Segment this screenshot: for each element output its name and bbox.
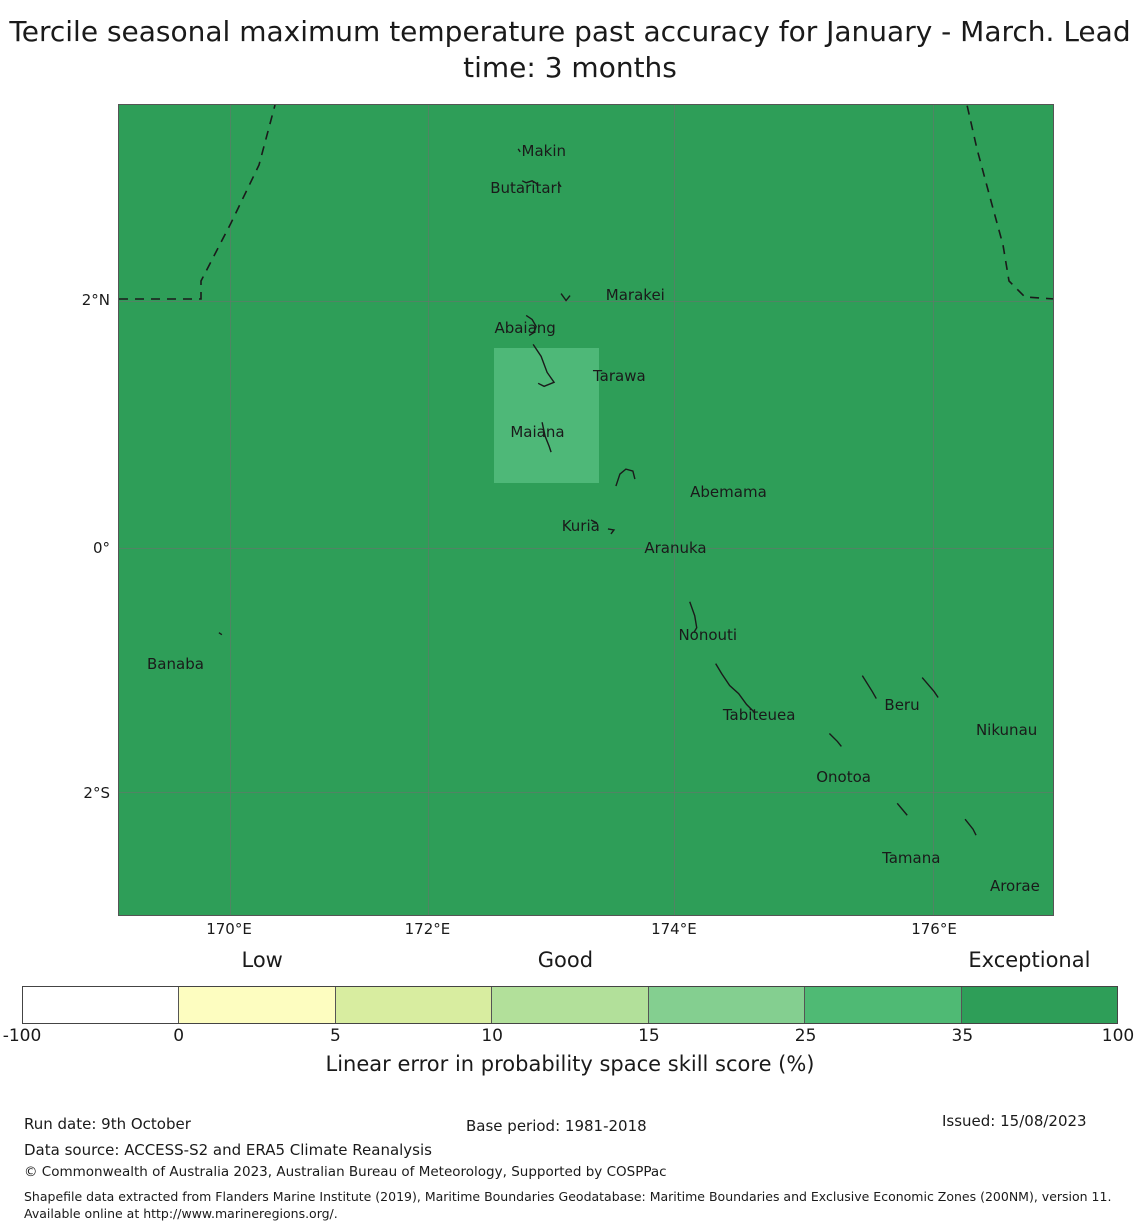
island-outlines [119,105,1053,915]
island-label-tamana: Tamana [882,848,941,867]
colorbar-tick-5: 5 [330,1026,341,1046]
map-canvas [118,104,1054,916]
island-label-onotoa: Onotoa [816,767,871,786]
colorbar-captions [0,948,1140,982]
lon-tick-174e: 174°E [651,920,697,938]
colorbar-tick-15: 15 [638,1026,660,1046]
island-label-aranuka: Aranuka [644,539,707,558]
colorbar [22,986,1118,1024]
colorbar-tick-25: 25 [794,1026,817,1046]
lat-tick-2s: 2°S [83,783,110,802]
colorbar-tick-35: 35 [951,1026,974,1046]
colorbar-segment-1 [23,987,179,1023]
colorbar-segment-3 [336,987,492,1023]
island-label-abemama: Abemama [690,483,767,502]
lon-tick-172e: 172°E [404,920,451,938]
data-source-text: Data source: ACCESS-S2 and ERA5 Climate Reanalysis [24,1141,432,1159]
lon-tick-176e: 176°E [911,920,957,938]
colorbar-segment-4 [492,987,648,1023]
island-label-maiana: Maiana [510,423,565,442]
colorbar-axis-label: Linear error in probability space skill score (%) [325,1052,815,1076]
colorbar-ticks [2,1026,1135,1048]
lat-tick-2n: 2°N [81,291,110,310]
island-label-marakei: Marakei [605,286,665,305]
longitude-axis [118,920,1054,948]
island-label-tarawa: Tarawa [593,366,646,385]
colorbar-caption-exceptional: Exceptional [968,948,1091,972]
island-label-banaba: Banaba [147,654,204,673]
colorbar-tick-10: 10 [481,1026,503,1046]
colorbar-caption-good: Good [537,948,594,972]
lat-tick-0: 0° [92,539,110,557]
base-period-text: Base period: 1981-2018 [466,1117,647,1135]
colorbar-segment-5 [649,987,805,1023]
copyright-text: © Commonwealth of Australia 2023, Australian Bureau of Meteorology, Supported by COSPPac [24,1164,667,1180]
island-label-beru: Beru [884,696,920,715]
latitude-axis [0,104,110,916]
island-label-arorae: Arorae [989,876,1040,895]
colorbar-segment-6 [805,987,961,1023]
lon-tick-170e: 170°E [206,920,252,938]
run-date-text: Run date: 9th October [24,1115,191,1133]
shapefile-credit-text: Shapefile data extracted from Flanders Marine Institute (2019), Maritime Boundaries Geodatabase: Maritime Boundaries and Exclusive Economic Zones (200NM), version 11. Available online at http://www.marineregions.org/. [24,1189,1112,1221]
page-title: Tercile seasonal maximum temperature past accuracy for January - March. Lead time: 3 months [9,15,1131,84]
island-label-makin: Makin [521,142,567,161]
issued-date-text: Issued: 15/08/2023 [942,1112,1087,1130]
island-label-abaiang: Abaiang [494,318,556,337]
island-label-nonouti: Nonouti [678,625,738,644]
island-label-kuria: Kuria [561,517,600,536]
colorbar-tick-100: 100 [1101,1026,1135,1046]
colorbar-tick-0: 0 [173,1026,185,1046]
colorbar-caption-low: Low [241,948,283,972]
colorbar-segment-2 [179,987,335,1023]
colorbar-tick--100: -100 [2,1026,42,1046]
island-label-butaritari: Butaritari [490,178,561,197]
island-label-tabiteuea: Tabiteuea [722,706,796,725]
island-label-nikunau: Nikunau [975,721,1038,740]
colorbar-segment-7 [962,987,1117,1023]
